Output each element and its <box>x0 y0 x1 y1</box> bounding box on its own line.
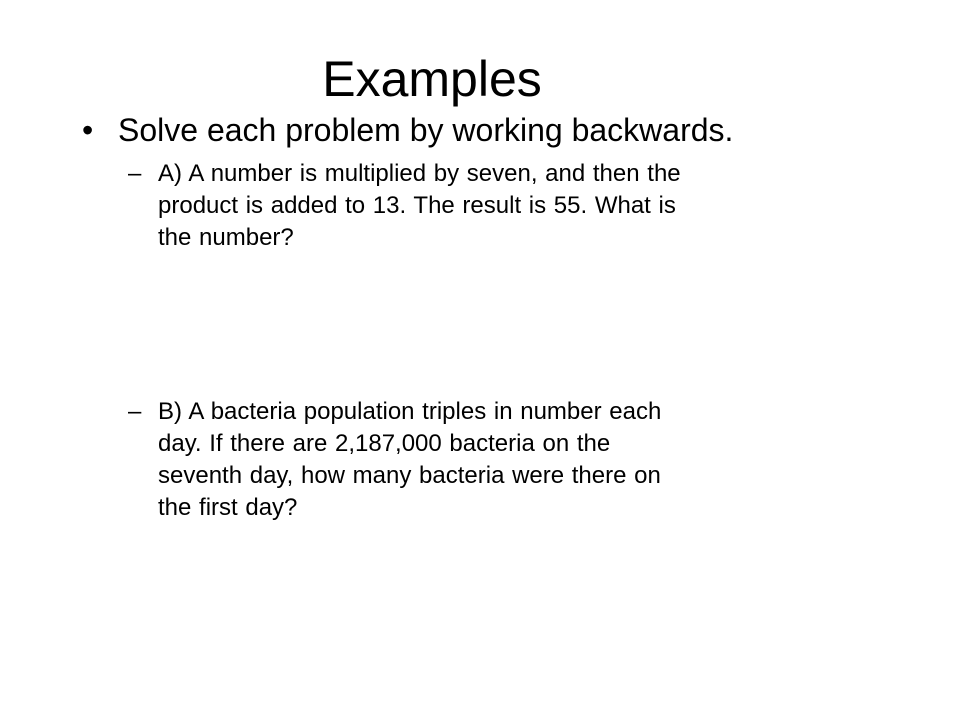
dash-icon: – <box>128 398 142 425</box>
dash-icon: – <box>128 160 142 187</box>
problem-b-text: B) A bacteria population triples in number each day. If there are 2,187,000 bacteria on the seventh day, how many bacteria were there on the first day? <box>158 398 662 521</box>
bullet-text: Solve each problem by working backwards. <box>118 112 734 148</box>
problem-a-text: A) A number is multiplied by seven, and then the product is added to 13. The result is 55. What is the number? <box>158 160 681 251</box>
bullet-icon: • <box>82 112 94 148</box>
slide-title: Examples <box>322 50 542 107</box>
